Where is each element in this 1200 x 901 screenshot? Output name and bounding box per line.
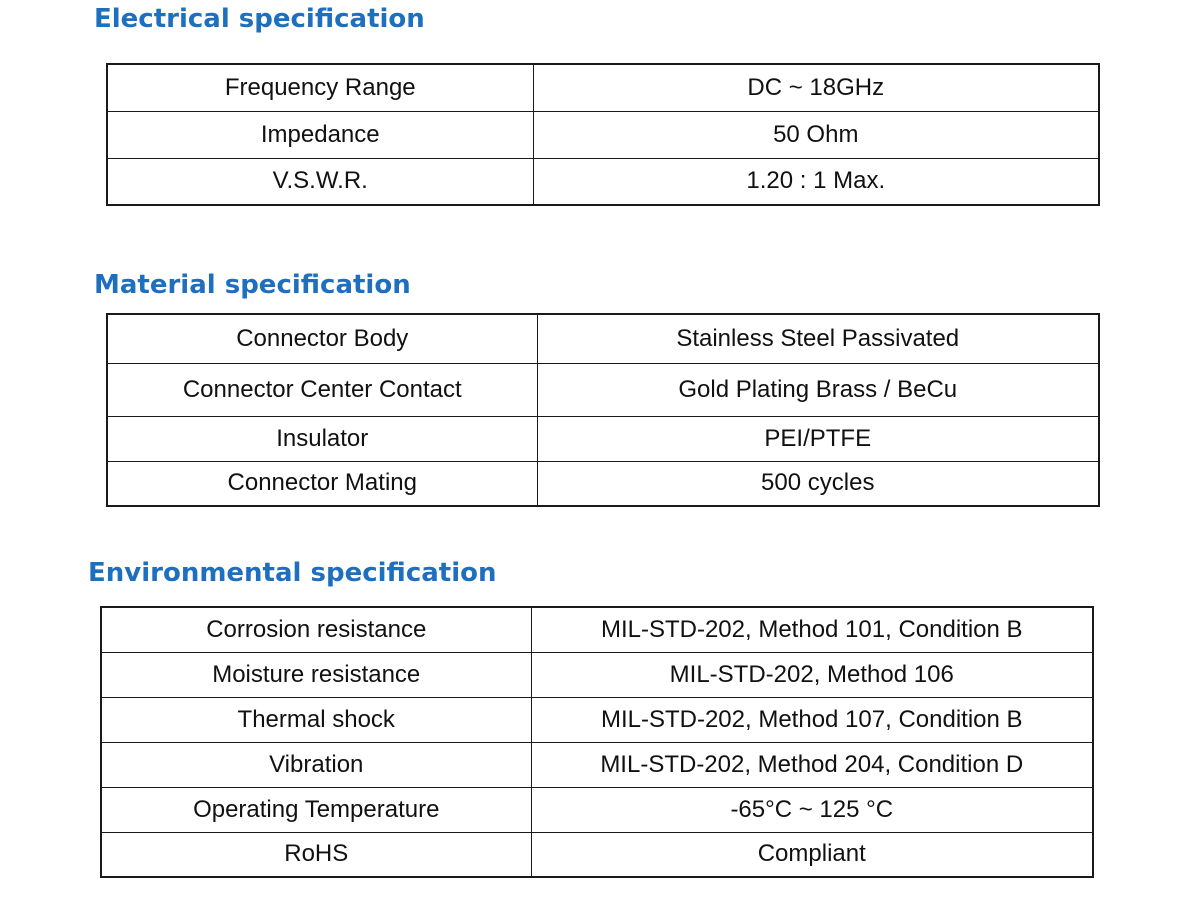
table-row (107, 416, 1099, 461)
spec-value: 1.20 : 1 Max. (533, 158, 1099, 205)
table-row (107, 64, 1099, 111)
table-row (107, 363, 1099, 416)
spec-value: MIL-STD-202, Method 106 (531, 652, 1093, 697)
table-row (107, 158, 1099, 205)
spec-value: PEI/PTFE (537, 416, 1099, 461)
table-row (101, 652, 1093, 697)
spec-label: Connector Center Contact (107, 363, 537, 416)
spec-label: RoHS (101, 832, 531, 877)
table-row (101, 742, 1093, 787)
environmental-spec-table (100, 606, 1094, 878)
spec-label: Thermal shock (101, 697, 531, 742)
table-row (107, 111, 1099, 158)
environmental-spec-heading: Environmental specification (88, 558, 497, 588)
table-row (101, 832, 1093, 877)
electrical-spec-table (106, 63, 1100, 206)
table-row (101, 787, 1093, 832)
spec-label: Corrosion resistance (101, 607, 531, 652)
spec-value: MIL-STD-202, Method 107, Condition B (531, 697, 1093, 742)
spec-value: MIL-STD-202, Method 204, Condition D (531, 742, 1093, 787)
spec-label: V.S.W.R. (107, 158, 533, 205)
table-row (101, 607, 1093, 652)
spec-label: Insulator (107, 416, 537, 461)
spec-label: Connector Body (107, 314, 537, 363)
spec-value: 500 cycles (537, 461, 1099, 506)
table-row (107, 461, 1099, 506)
spec-label: Impedance (107, 111, 533, 158)
spec-label: Frequency Range (107, 64, 533, 111)
spec-label: Moisture resistance (101, 652, 531, 697)
spec-value: Compliant (531, 832, 1093, 877)
spec-value: -65°C ~ 125 °C (531, 787, 1093, 832)
table-row (101, 697, 1093, 742)
spec-label: Operating Temperature (101, 787, 531, 832)
electrical-spec-heading: Electrical specification (94, 4, 425, 34)
material-spec-table (106, 313, 1100, 507)
spec-value: MIL-STD-202, Method 101, Condition B (531, 607, 1093, 652)
spec-value: Stainless Steel Passivated (537, 314, 1099, 363)
spec-value: Gold Plating Brass / BeCu (537, 363, 1099, 416)
spec-value: 50 Ohm (533, 111, 1099, 158)
spec-value: DC ~ 18GHz (533, 64, 1099, 111)
spec-label: Vibration (101, 742, 531, 787)
material-spec-heading: Material specification (94, 270, 411, 300)
spec-label: Connector Mating (107, 461, 537, 506)
table-row (107, 314, 1099, 363)
